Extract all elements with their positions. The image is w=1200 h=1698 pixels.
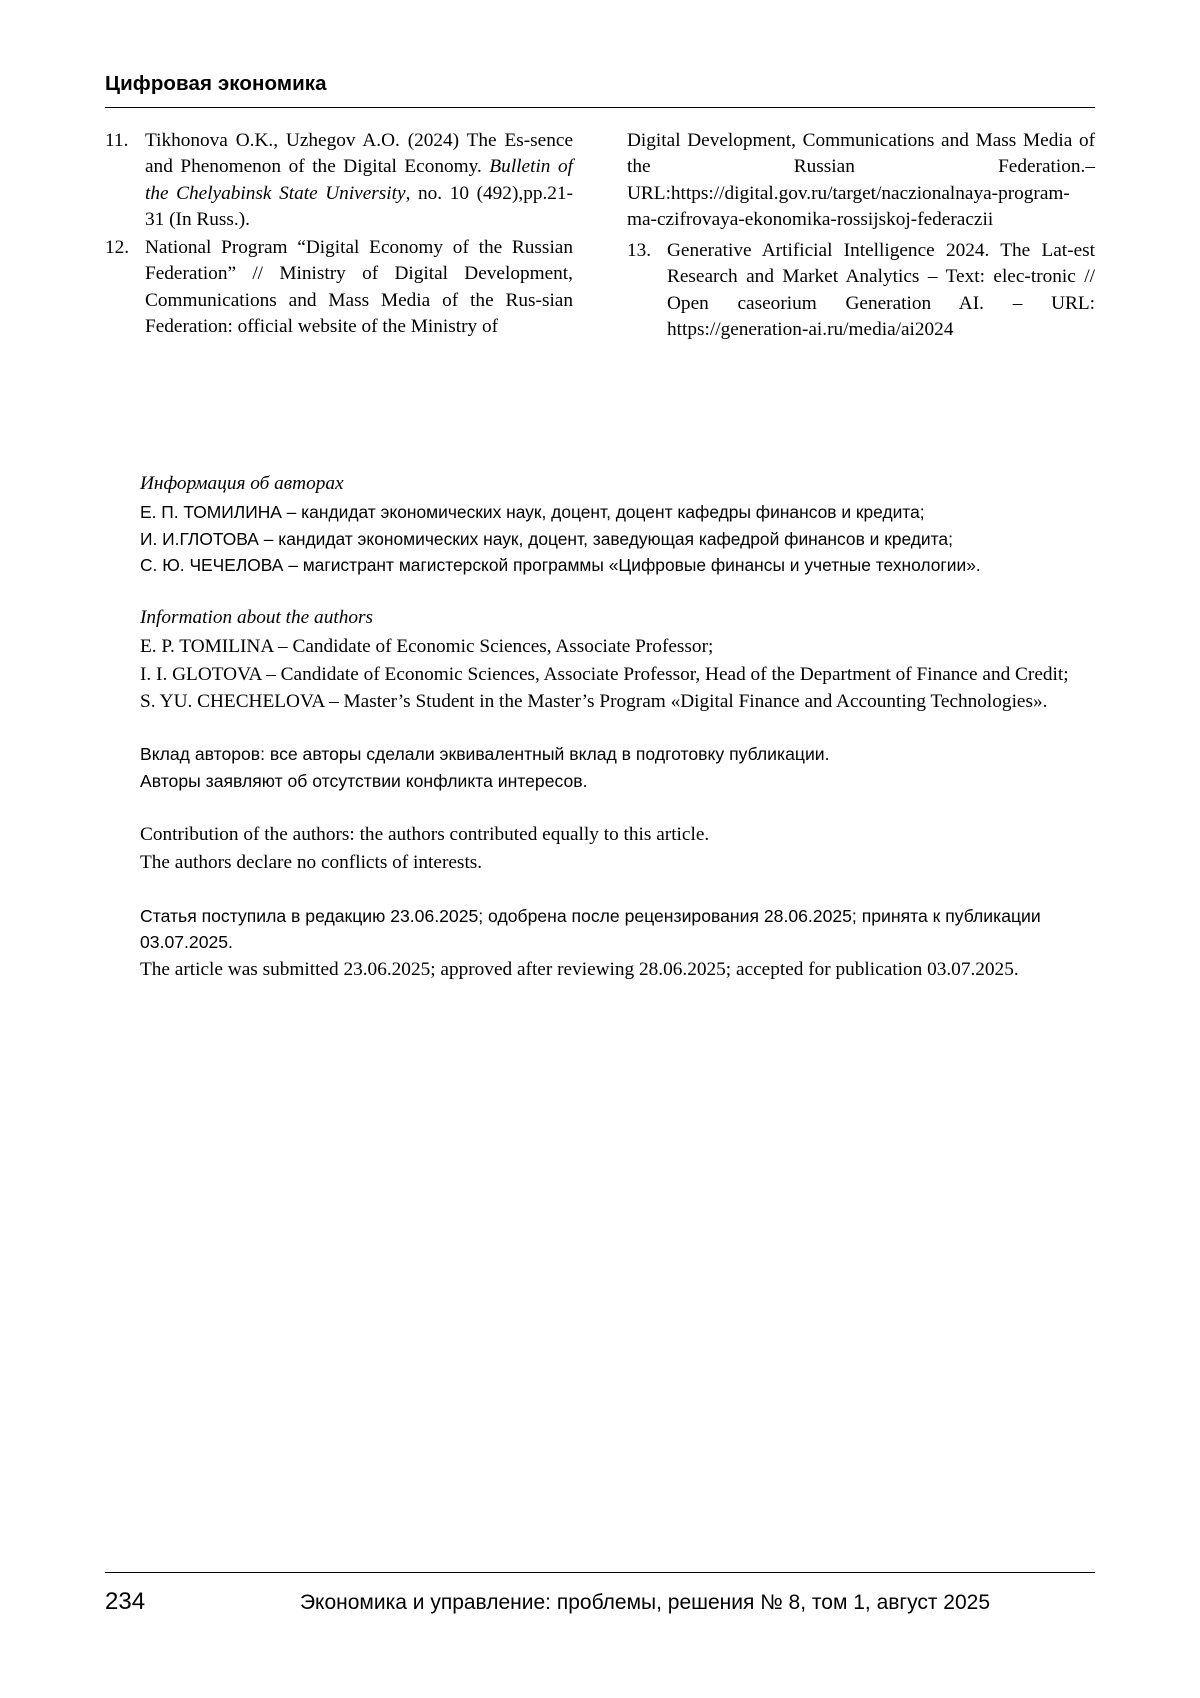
reference-text: National Program “Digital Economy of the Russian Federation” // Ministry of Digital Development, Communications and Mass Media of the Rus-sian Federation: official website of the Ministry of — [145, 236, 573, 337]
spacer — [140, 715, 1095, 741]
reference-text — [145, 128, 573, 234]
journal-title-footer: Экономика и управление: проблемы, решения № 8, том 1, август 2025 — [299, 1591, 991, 1614]
author-ru-line: С. Ю. ЧЕЧЕЛОВА – магистрант магистерской программы «Цифровые финансы и учетные технологии». — [140, 554, 981, 575]
spacer — [140, 578, 1095, 604]
reference-number: 12. — [105, 236, 130, 258]
reference-text-part1: Tikhonova O.K., Uzhegov A.O. (2024) The Es-sence and Phenomenon of the Digital Economy. — [145, 130, 573, 178]
running-head — [105, 72, 1095, 96]
right-column — [627, 128, 1095, 344]
reference-text: Generative Artificial Intelligence 2024. The Lat-est Research and Market Analytics – Text: elec-tronic // Open caseorium Generation AI. – URL: https://generation-ai.ru/media/ai2024 — [667, 239, 1095, 340]
footer-divider — [105, 1572, 1095, 1573]
conflict-en-line: The authors declare no conflicts of interests. — [140, 851, 483, 873]
page-number: 234 — [105, 1588, 146, 1615]
reference-continuation: Digital Development, Communications and Mass Media of the Russian Federation.– URL:https://digital.gov.ru/target/naczionalnaya-program-ma-czifrovaya-ekonomika-rossijskoj-federaczii — [627, 130, 1095, 231]
submission-dates-ru: Статья поступила в редакцию 23.06.2025; одобрена после рецензирования 28.06.2025; принята к публикации 03.07.2025. — [140, 905, 1041, 953]
spacer — [140, 795, 1095, 821]
reference-item — [627, 238, 1095, 344]
author-en-line: I. I. GLOTOVA – Candidate of Economic Sciences, Associate Professor, Head of the Department of Finance and Credit; — [140, 663, 1069, 685]
author-ru-line: Е. П. ТОМИЛИНА – кандидат экономических наук, доцент, доцент кафедры финансов и кредита; — [140, 502, 925, 523]
spacer — [140, 877, 1095, 903]
reference-source-italic: Bulletin of the Chelyabinsk State University — [145, 156, 573, 204]
submission-dates-en: The article was submitted 23.06.2025; approved after reviewing 28.06.2025; accepted for publication 03.07.2025. — [140, 959, 1019, 981]
reference-item — [105, 235, 573, 341]
left-column — [105, 128, 573, 344]
authors-info-en-heading: Information about the authors — [140, 606, 373, 628]
authors-info-ru-heading: Информация об авторах — [140, 473, 344, 494]
author-en-line: E. P. TOMILINA – Candidate of Economic Sciences, Associate Professor; — [140, 636, 714, 658]
reference-number: 11. — [105, 130, 129, 151]
author-en-line: S. YU. CHECHELOVA – Master’s Student in the Master’s Program «Digital Finance and Accounting Technologies». — [140, 690, 1048, 712]
page-footer — [105, 1588, 1095, 1616]
reference-text-part2: , no. 10 (492),pp.21-31 (In Russ.). — [145, 182, 573, 231]
reference-number: 13. — [627, 239, 652, 261]
header-divider — [105, 107, 1095, 108]
running-head-title: Цифровая экономика — [105, 72, 327, 95]
authors-information-section — [140, 470, 1095, 984]
contribution-ru-line: Вклад авторов: все авторы сделали эквивалентный вклад в подготовку публикации. — [140, 744, 830, 765]
reference-item — [105, 128, 573, 234]
author-ru-line: И. И.ГЛОТОВА – кандидат экономических наук, доцент, заведующая кафедрой финансов и кредита; — [140, 528, 953, 549]
conflict-ru-line: Авторы заявляют об отсутствии конфликта интересов. — [140, 771, 588, 792]
reference-columns — [105, 128, 1095, 344]
contribution-en-line: Contribution of the authors: the authors contributed equally to this article. — [140, 823, 710, 845]
